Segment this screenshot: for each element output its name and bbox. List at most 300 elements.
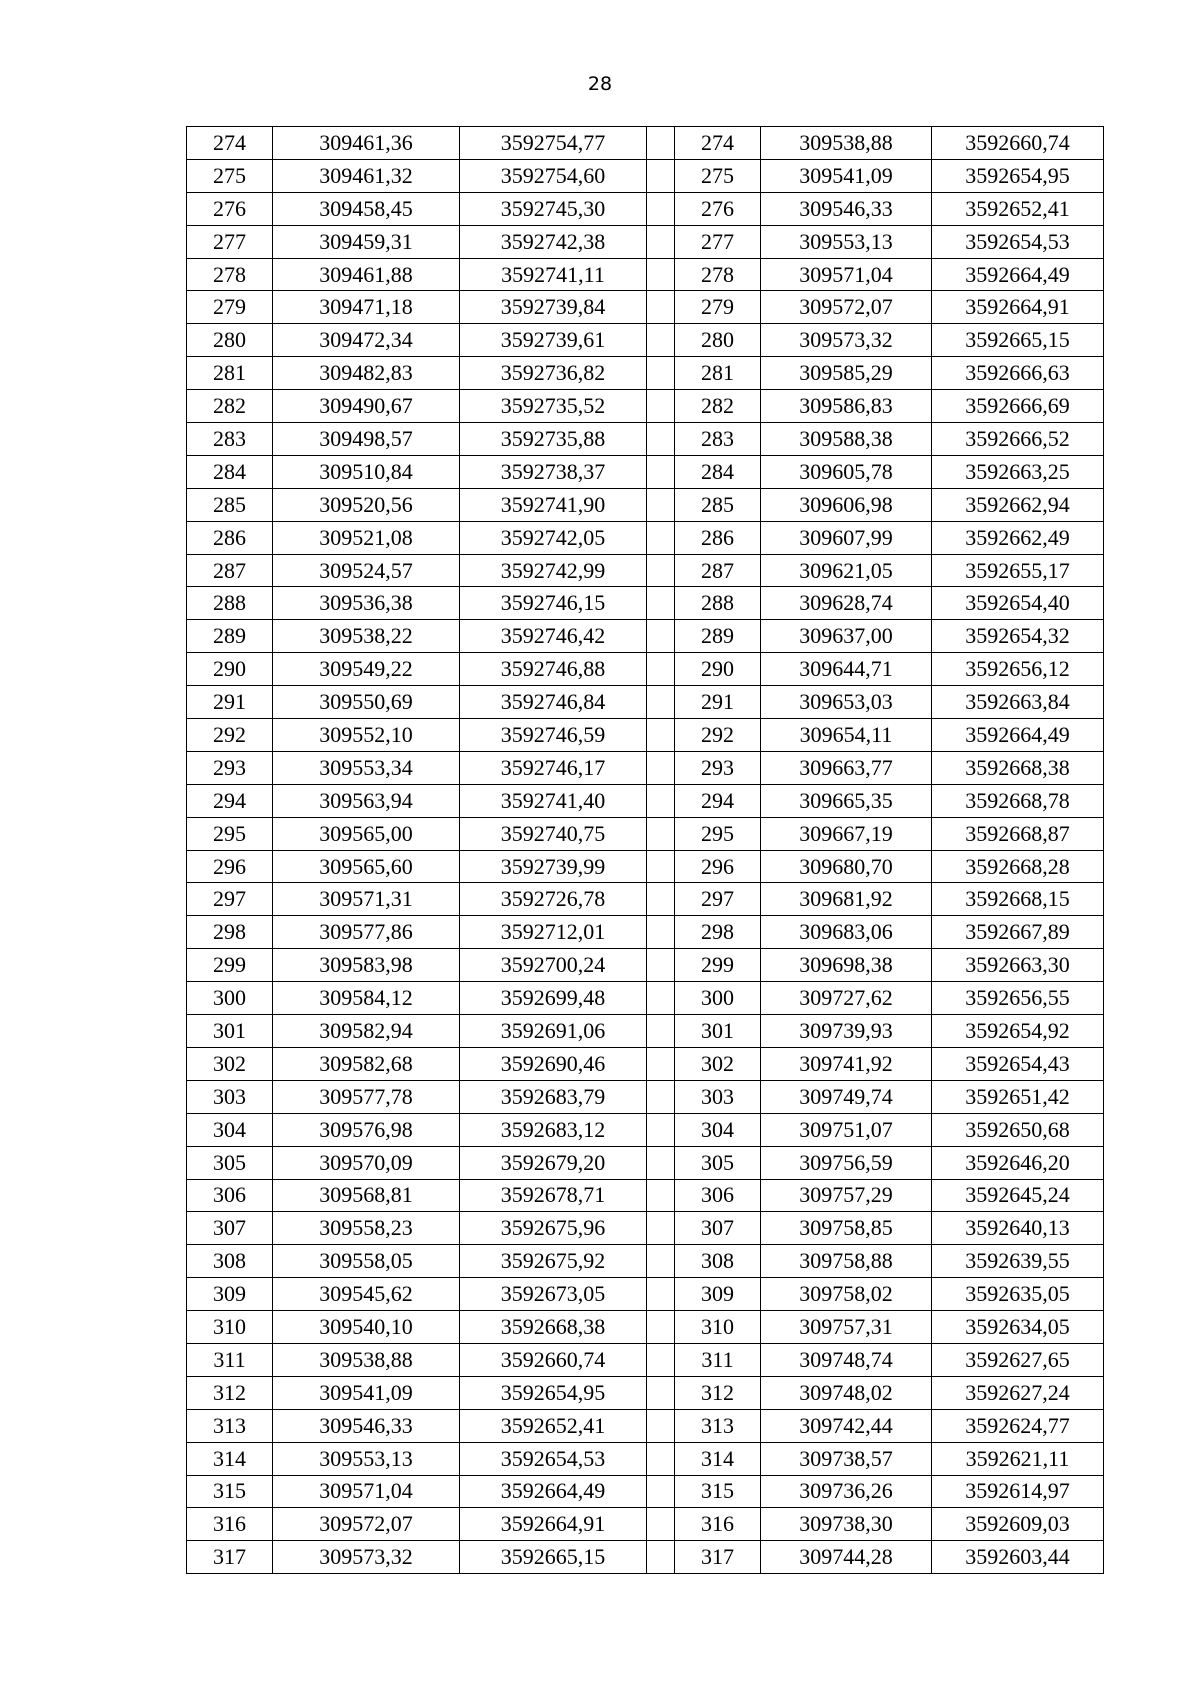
x-coordinate-cell: 309576,98 — [273, 1113, 460, 1146]
y-coordinate-cell: 3592740,75 — [460, 817, 647, 850]
table-row — [187, 982, 1104, 1015]
point-number-cell: 297 — [675, 883, 761, 916]
x-coordinate-cell: 309558,05 — [273, 1245, 460, 1278]
x-coordinate-cell: 309758,85 — [761, 1212, 932, 1245]
x-coordinate-cell: 309558,23 — [273, 1212, 460, 1245]
x-coordinate-cell: 309573,32 — [273, 1541, 460, 1574]
x-coordinate-cell: 309565,00 — [273, 817, 460, 850]
table-row — [187, 225, 1104, 258]
point-number-cell: 305 — [675, 1146, 761, 1179]
y-coordinate-cell: 3592700,24 — [460, 949, 647, 982]
table-row — [187, 916, 1104, 949]
y-coordinate-cell: 3592654,43 — [932, 1047, 1104, 1080]
y-coordinate-cell: 3592668,15 — [932, 883, 1104, 916]
separator-cell — [647, 1080, 675, 1113]
y-coordinate-cell: 3592739,84 — [460, 291, 647, 324]
point-number-cell: 298 — [675, 916, 761, 949]
table-row — [187, 159, 1104, 192]
x-coordinate-cell: 309572,07 — [273, 1508, 460, 1541]
point-number-cell: 311 — [675, 1343, 761, 1376]
separator-cell — [647, 653, 675, 686]
y-coordinate-cell: 3592741,90 — [460, 488, 647, 521]
y-coordinate-cell: 3592639,55 — [932, 1245, 1104, 1278]
separator-cell — [647, 521, 675, 554]
y-coordinate-cell: 3592640,13 — [932, 1212, 1104, 1245]
point-number-cell: 315 — [675, 1475, 761, 1508]
point-number-cell: 277 — [675, 225, 761, 258]
separator-cell — [647, 1442, 675, 1475]
table-row — [187, 258, 1104, 291]
x-coordinate-cell: 309744,28 — [761, 1541, 932, 1574]
point-number-cell: 308 — [675, 1245, 761, 1278]
separator-cell — [647, 324, 675, 357]
point-number-cell: 309 — [675, 1278, 761, 1311]
separator-cell — [647, 192, 675, 225]
point-number-cell: 276 — [187, 192, 273, 225]
y-coordinate-cell: 3592666,69 — [932, 390, 1104, 423]
x-coordinate-cell: 309757,29 — [761, 1179, 932, 1212]
x-coordinate-cell: 309461,36 — [273, 127, 460, 160]
table-row — [187, 192, 1104, 225]
x-coordinate-cell: 309757,31 — [761, 1311, 932, 1344]
y-coordinate-cell: 3592646,20 — [932, 1146, 1104, 1179]
y-coordinate-cell: 3592660,74 — [460, 1343, 647, 1376]
x-coordinate-cell: 309458,45 — [273, 192, 460, 225]
separator-cell — [647, 949, 675, 982]
point-number-cell: 301 — [187, 1015, 273, 1048]
separator-cell — [647, 751, 675, 784]
table-row — [187, 817, 1104, 850]
x-coordinate-cell: 309538,88 — [273, 1343, 460, 1376]
point-number-cell: 282 — [187, 390, 273, 423]
point-number-cell: 291 — [675, 686, 761, 719]
y-coordinate-cell: 3592664,91 — [460, 1508, 647, 1541]
y-coordinate-cell: 3592736,82 — [460, 357, 647, 390]
x-coordinate-cell: 309546,33 — [761, 192, 932, 225]
x-coordinate-cell: 309582,68 — [273, 1047, 460, 1080]
separator-cell — [647, 1475, 675, 1508]
y-coordinate-cell: 3592654,40 — [932, 587, 1104, 620]
table-row — [187, 719, 1104, 752]
y-coordinate-cell: 3592654,32 — [932, 620, 1104, 653]
point-number-cell: 274 — [187, 127, 273, 160]
y-coordinate-cell: 3592660,74 — [932, 127, 1104, 160]
x-coordinate-cell: 309758,88 — [761, 1245, 932, 1278]
x-coordinate-cell: 309571,04 — [761, 258, 932, 291]
y-coordinate-cell: 3592609,03 — [932, 1508, 1104, 1541]
x-coordinate-cell: 309461,32 — [273, 159, 460, 192]
x-coordinate-cell: 309621,05 — [761, 554, 932, 587]
point-number-cell: 304 — [675, 1113, 761, 1146]
point-number-cell: 287 — [675, 554, 761, 587]
x-coordinate-cell: 309583,98 — [273, 949, 460, 982]
x-coordinate-cell: 309644,71 — [761, 653, 932, 686]
table-row — [187, 686, 1104, 719]
separator-cell — [647, 455, 675, 488]
y-coordinate-cell: 3592739,99 — [460, 850, 647, 883]
y-coordinate-cell: 3592668,87 — [932, 817, 1104, 850]
y-coordinate-cell: 3592742,05 — [460, 521, 647, 554]
y-coordinate-cell: 3592614,97 — [932, 1475, 1104, 1508]
y-coordinate-cell: 3592654,53 — [460, 1442, 647, 1475]
table-row — [187, 554, 1104, 587]
point-number-cell: 285 — [675, 488, 761, 521]
point-number-cell: 314 — [187, 1442, 273, 1475]
x-coordinate-cell: 309577,78 — [273, 1080, 460, 1113]
x-coordinate-cell: 309568,81 — [273, 1179, 460, 1212]
separator-cell — [647, 1015, 675, 1048]
y-coordinate-cell: 3592621,11 — [932, 1442, 1104, 1475]
x-coordinate-cell: 309584,12 — [273, 982, 460, 1015]
y-coordinate-cell: 3592664,49 — [932, 719, 1104, 752]
point-number-cell: 310 — [187, 1311, 273, 1344]
x-coordinate-cell: 309536,38 — [273, 587, 460, 620]
table-row — [187, 1113, 1104, 1146]
point-number-cell: 285 — [187, 488, 273, 521]
y-coordinate-cell: 3592665,15 — [932, 324, 1104, 357]
y-coordinate-cell: 3592683,12 — [460, 1113, 647, 1146]
x-coordinate-cell: 309549,22 — [273, 653, 460, 686]
separator-cell — [647, 357, 675, 390]
x-coordinate-cell: 309681,92 — [761, 883, 932, 916]
x-coordinate-cell: 309742,44 — [761, 1409, 932, 1442]
point-number-cell: 313 — [675, 1409, 761, 1442]
y-coordinate-cell: 3592664,91 — [932, 291, 1104, 324]
x-coordinate-cell: 309605,78 — [761, 455, 932, 488]
separator-cell — [647, 291, 675, 324]
y-coordinate-cell: 3592746,88 — [460, 653, 647, 686]
y-coordinate-cell: 3592656,55 — [932, 982, 1104, 1015]
point-number-cell: 275 — [187, 159, 273, 192]
y-coordinate-cell: 3592691,06 — [460, 1015, 647, 1048]
y-coordinate-cell: 3592738,37 — [460, 455, 647, 488]
y-coordinate-cell: 3592741,40 — [460, 784, 647, 817]
y-coordinate-cell: 3592668,38 — [460, 1311, 647, 1344]
x-coordinate-cell: 309520,56 — [273, 488, 460, 521]
y-coordinate-cell: 3592635,05 — [932, 1278, 1104, 1311]
point-number-cell: 295 — [187, 817, 273, 850]
y-coordinate-cell: 3592746,59 — [460, 719, 647, 752]
point-number-cell: 316 — [675, 1508, 761, 1541]
point-number-cell: 308 — [187, 1245, 273, 1278]
separator-cell — [647, 916, 675, 949]
y-coordinate-cell: 3592754,60 — [460, 159, 647, 192]
point-number-cell: 281 — [187, 357, 273, 390]
y-coordinate-cell: 3592668,78 — [932, 784, 1104, 817]
y-coordinate-cell: 3592663,30 — [932, 949, 1104, 982]
separator-cell — [647, 850, 675, 883]
y-coordinate-cell: 3592735,88 — [460, 423, 647, 456]
x-coordinate-cell: 309553,13 — [273, 1442, 460, 1475]
x-coordinate-cell: 309637,00 — [761, 620, 932, 653]
y-coordinate-cell: 3592662,49 — [932, 521, 1104, 554]
x-coordinate-cell: 309665,35 — [761, 784, 932, 817]
point-number-cell: 282 — [675, 390, 761, 423]
separator-cell — [647, 1278, 675, 1311]
separator-cell — [647, 390, 675, 423]
y-coordinate-cell: 3592665,15 — [460, 1541, 647, 1574]
separator-cell — [647, 1212, 675, 1245]
separator-cell — [647, 587, 675, 620]
x-coordinate-cell: 309607,99 — [761, 521, 932, 554]
table-row — [187, 949, 1104, 982]
point-number-cell: 278 — [187, 258, 273, 291]
separator-cell — [647, 817, 675, 850]
x-coordinate-cell: 309538,22 — [273, 620, 460, 653]
point-number-cell: 306 — [187, 1179, 273, 1212]
point-number-cell: 292 — [187, 719, 273, 752]
table-row — [187, 1343, 1104, 1376]
point-number-cell: 317 — [187, 1541, 273, 1574]
point-number-cell: 307 — [187, 1212, 273, 1245]
y-coordinate-cell: 3592624,77 — [932, 1409, 1104, 1442]
y-coordinate-cell: 3592690,46 — [460, 1047, 647, 1080]
x-coordinate-cell: 309577,86 — [273, 916, 460, 949]
table-row — [187, 1212, 1104, 1245]
y-coordinate-cell: 3592668,28 — [932, 850, 1104, 883]
point-number-cell: 276 — [675, 192, 761, 225]
y-coordinate-cell: 3592652,41 — [932, 192, 1104, 225]
point-number-cell: 278 — [675, 258, 761, 291]
y-coordinate-cell: 3592662,94 — [932, 488, 1104, 521]
x-coordinate-cell: 309628,74 — [761, 587, 932, 620]
y-coordinate-cell: 3592645,24 — [932, 1179, 1104, 1212]
x-coordinate-cell: 309751,07 — [761, 1113, 932, 1146]
separator-cell — [647, 1376, 675, 1409]
separator-cell — [647, 423, 675, 456]
y-coordinate-cell: 3592726,78 — [460, 883, 647, 916]
y-coordinate-cell: 3592673,05 — [460, 1278, 647, 1311]
separator-cell — [647, 982, 675, 1015]
point-number-cell: 302 — [187, 1047, 273, 1080]
x-coordinate-cell: 309698,38 — [761, 949, 932, 982]
y-coordinate-cell: 3592654,53 — [932, 225, 1104, 258]
table-row — [187, 1475, 1104, 1508]
point-number-cell: 288 — [187, 587, 273, 620]
table-row — [187, 1442, 1104, 1475]
x-coordinate-cell: 309588,38 — [761, 423, 932, 456]
separator-cell — [647, 488, 675, 521]
x-coordinate-cell: 309585,29 — [761, 357, 932, 390]
x-coordinate-cell: 309571,04 — [273, 1475, 460, 1508]
x-coordinate-cell: 309738,57 — [761, 1442, 932, 1475]
table-row — [187, 1311, 1104, 1344]
point-number-cell: 287 — [187, 554, 273, 587]
y-coordinate-cell: 3592654,95 — [932, 159, 1104, 192]
x-coordinate-cell: 309654,11 — [761, 719, 932, 752]
y-coordinate-cell: 3592745,30 — [460, 192, 647, 225]
point-number-cell: 310 — [675, 1311, 761, 1344]
x-coordinate-cell: 309461,88 — [273, 258, 460, 291]
table-row — [187, 423, 1104, 456]
y-coordinate-cell: 3592746,17 — [460, 751, 647, 784]
separator-cell — [647, 159, 675, 192]
point-number-cell: 289 — [675, 620, 761, 653]
x-coordinate-cell: 309565,60 — [273, 850, 460, 883]
point-number-cell: 316 — [187, 1508, 273, 1541]
table-row — [187, 1245, 1104, 1278]
x-coordinate-cell: 309680,70 — [761, 850, 932, 883]
table-row — [187, 1179, 1104, 1212]
separator-cell — [647, 1179, 675, 1212]
table-row — [187, 883, 1104, 916]
x-coordinate-cell: 309582,94 — [273, 1015, 460, 1048]
point-number-cell: 286 — [187, 521, 273, 554]
x-coordinate-cell: 309490,67 — [273, 390, 460, 423]
table-row — [187, 488, 1104, 521]
point-number-cell: 305 — [187, 1146, 273, 1179]
y-coordinate-cell: 3592664,49 — [460, 1475, 647, 1508]
point-number-cell: 312 — [675, 1376, 761, 1409]
point-number-cell: 300 — [187, 982, 273, 1015]
point-number-cell: 314 — [675, 1442, 761, 1475]
table-row — [187, 1146, 1104, 1179]
point-number-cell: 284 — [675, 455, 761, 488]
x-coordinate-cell: 309736,26 — [761, 1475, 932, 1508]
table-row — [187, 1047, 1104, 1080]
point-number-cell: 281 — [675, 357, 761, 390]
separator-cell — [647, 1113, 675, 1146]
x-coordinate-cell: 309727,62 — [761, 982, 932, 1015]
y-coordinate-cell: 3592712,01 — [460, 916, 647, 949]
separator-cell — [647, 1343, 675, 1376]
y-coordinate-cell: 3592675,92 — [460, 1245, 647, 1278]
point-number-cell: 307 — [675, 1212, 761, 1245]
point-number-cell: 299 — [675, 949, 761, 982]
y-coordinate-cell: 3592634,05 — [932, 1311, 1104, 1344]
x-coordinate-cell: 309459,31 — [273, 225, 460, 258]
x-coordinate-cell: 309524,57 — [273, 554, 460, 587]
table-row — [187, 784, 1104, 817]
separator-cell — [647, 1047, 675, 1080]
table-row — [187, 1409, 1104, 1442]
table-row — [187, 653, 1104, 686]
table-row — [187, 291, 1104, 324]
point-number-cell: 293 — [675, 751, 761, 784]
y-coordinate-cell: 3592663,84 — [932, 686, 1104, 719]
point-number-cell: 279 — [675, 291, 761, 324]
separator-cell — [647, 127, 675, 160]
x-coordinate-cell: 309758,02 — [761, 1278, 932, 1311]
table-row — [187, 390, 1104, 423]
table-row — [187, 357, 1104, 390]
x-coordinate-cell: 309538,88 — [761, 127, 932, 160]
y-coordinate-cell: 3592735,52 — [460, 390, 647, 423]
x-coordinate-cell: 309683,06 — [761, 916, 932, 949]
point-number-cell: 290 — [187, 653, 273, 686]
x-coordinate-cell: 309471,18 — [273, 291, 460, 324]
point-number-cell: 286 — [675, 521, 761, 554]
point-number-cell: 312 — [187, 1376, 273, 1409]
x-coordinate-cell: 309748,74 — [761, 1343, 932, 1376]
x-coordinate-cell: 309553,13 — [761, 225, 932, 258]
point-number-cell: 290 — [675, 653, 761, 686]
y-coordinate-cell: 3592652,41 — [460, 1409, 647, 1442]
x-coordinate-cell: 309510,84 — [273, 455, 460, 488]
separator-cell — [647, 554, 675, 587]
separator-cell — [647, 1245, 675, 1278]
x-coordinate-cell: 309739,93 — [761, 1015, 932, 1048]
separator-cell — [647, 1311, 675, 1344]
y-coordinate-cell: 3592754,77 — [460, 127, 647, 160]
x-coordinate-cell: 309571,31 — [273, 883, 460, 916]
point-number-cell: 289 — [187, 620, 273, 653]
point-number-cell: 284 — [187, 455, 273, 488]
point-number-cell: 295 — [675, 817, 761, 850]
table-row — [187, 455, 1104, 488]
point-number-cell: 293 — [187, 751, 273, 784]
coordinates-table-body — [187, 127, 1104, 1574]
x-coordinate-cell: 309546,33 — [273, 1409, 460, 1442]
table-row — [187, 1080, 1104, 1113]
separator-cell — [647, 225, 675, 258]
separator-cell — [647, 1541, 675, 1574]
coordinates-table — [186, 126, 1104, 1574]
separator-cell — [647, 686, 675, 719]
table-row — [187, 751, 1104, 784]
y-coordinate-cell: 3592654,92 — [932, 1015, 1104, 1048]
y-coordinate-cell: 3592668,38 — [932, 751, 1104, 784]
y-coordinate-cell: 3592655,17 — [932, 554, 1104, 587]
y-coordinate-cell: 3592627,65 — [932, 1343, 1104, 1376]
separator-cell — [647, 719, 675, 752]
point-number-cell: 303 — [675, 1080, 761, 1113]
x-coordinate-cell: 309545,62 — [273, 1278, 460, 1311]
separator-cell — [647, 883, 675, 916]
y-coordinate-cell: 3592666,63 — [932, 357, 1104, 390]
separator-cell — [647, 784, 675, 817]
x-coordinate-cell: 309606,98 — [761, 488, 932, 521]
y-coordinate-cell: 3592603,44 — [932, 1541, 1104, 1574]
y-coordinate-cell: 3592666,52 — [932, 423, 1104, 456]
table-row — [187, 324, 1104, 357]
point-number-cell: 304 — [187, 1113, 273, 1146]
x-coordinate-cell: 309541,09 — [761, 159, 932, 192]
point-number-cell: 283 — [187, 423, 273, 456]
table-row — [187, 127, 1104, 160]
y-coordinate-cell: 3592741,11 — [460, 258, 647, 291]
y-coordinate-cell: 3592627,24 — [932, 1376, 1104, 1409]
point-number-cell: 277 — [187, 225, 273, 258]
x-coordinate-cell: 309552,10 — [273, 719, 460, 752]
x-coordinate-cell: 309572,07 — [761, 291, 932, 324]
x-coordinate-cell: 309748,02 — [761, 1376, 932, 1409]
x-coordinate-cell: 309756,59 — [761, 1146, 932, 1179]
x-coordinate-cell: 309741,92 — [761, 1047, 932, 1080]
table-row — [187, 1278, 1104, 1311]
separator-cell — [647, 258, 675, 291]
y-coordinate-cell: 3592679,20 — [460, 1146, 647, 1179]
point-number-cell: 317 — [675, 1541, 761, 1574]
table-row — [187, 620, 1104, 653]
x-coordinate-cell: 309563,94 — [273, 784, 460, 817]
y-coordinate-cell: 3592654,95 — [460, 1376, 647, 1409]
point-number-cell: 299 — [187, 949, 273, 982]
point-number-cell: 280 — [675, 324, 761, 357]
y-coordinate-cell: 3592656,12 — [932, 653, 1104, 686]
x-coordinate-cell: 309749,74 — [761, 1080, 932, 1113]
table-row — [187, 1508, 1104, 1541]
point-number-cell: 296 — [675, 850, 761, 883]
y-coordinate-cell: 3592746,15 — [460, 587, 647, 620]
point-number-cell: 292 — [675, 719, 761, 752]
x-coordinate-cell: 309663,77 — [761, 751, 932, 784]
y-coordinate-cell: 3592683,79 — [460, 1080, 647, 1113]
point-number-cell: 279 — [187, 291, 273, 324]
y-coordinate-cell: 3592667,89 — [932, 916, 1104, 949]
separator-cell — [647, 620, 675, 653]
x-coordinate-cell: 309498,57 — [273, 423, 460, 456]
